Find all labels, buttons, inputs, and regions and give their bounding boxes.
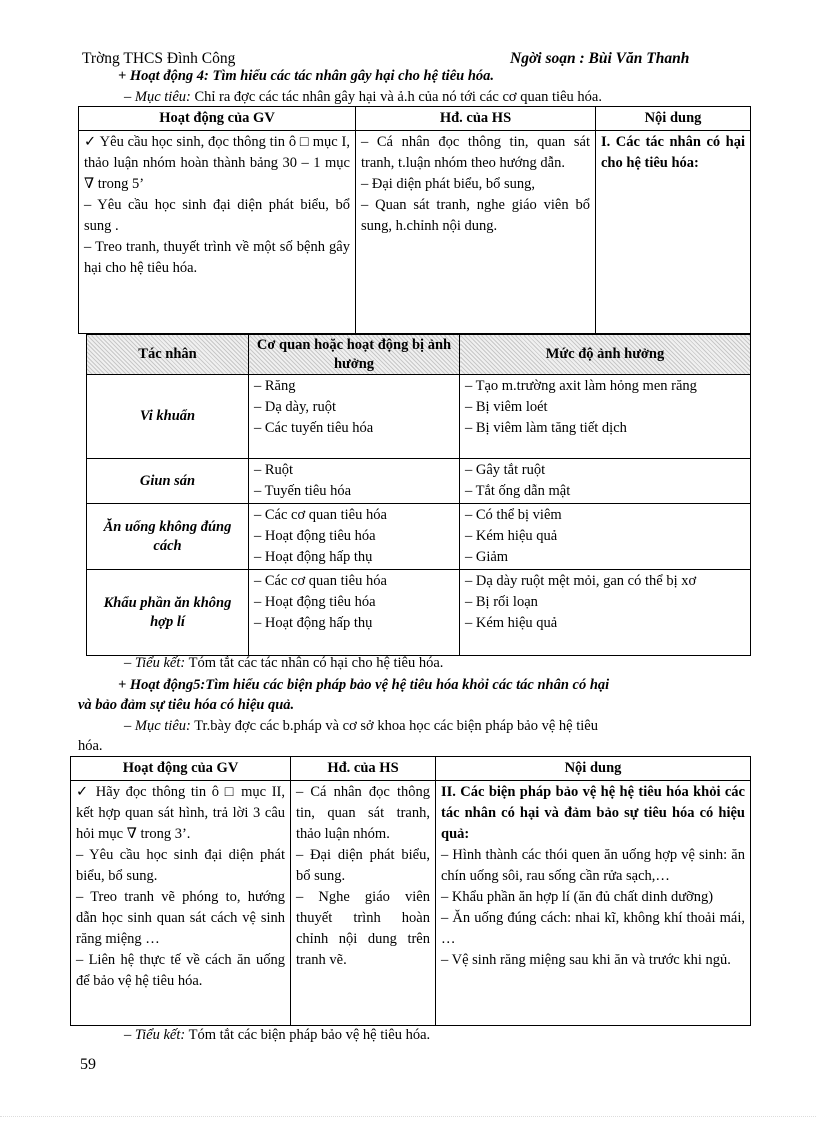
content-heading: I. Các tác nhân có hại cho hệ tiêu hóa: (596, 131, 751, 334)
activity5-table (70, 756, 751, 1026)
agent-effects: – Tạo m.trường axit làm hỏng men răng – Bị viêm loét – Bị viêm làm tăng tiết dịch (460, 375, 751, 459)
col-header-hs: Hđ. của HS (291, 757, 436, 781)
agents-table (86, 334, 751, 656)
school-name: Trờng THCS Đình Công (82, 50, 236, 67)
agents-header-organ: Cơ quan hoặc hoạt động bị ảnh hưởng (249, 335, 460, 375)
agent-organs: – Ruột – Tuyến tiêu hóa (249, 459, 460, 504)
agent-row (87, 504, 751, 570)
agent-name: Vi khuẩn (87, 375, 249, 459)
agent-effects: – Gây tắt ruột – Tắt ống dẫn mật (460, 459, 751, 504)
activity5-title-2: và bảo đảm sự tiêu hóa có hiệu quả. (78, 697, 295, 713)
activity5-goal-cont: hóa. (78, 738, 103, 754)
agent-effects: – Có thể bị viêm – Kém hiệu quả – Giảm (460, 504, 751, 570)
hs-activities: – Cá nhân đọc thông tin, quan sát tranh, t.luận nhóm theo hướng dẫn. – Đại diện phát biểu, bổ sung, – Quan sát tranh, nghe giáo viên bổ sung, h.chỉnh nội dung. (356, 131, 596, 334)
hs-activities: – Cá nhân đọc thông tin, quan sát tranh, thảo luận nhóm. – Đại diện phát biểu, bổ sung. – Nghe giáo viên thuyết trình hoàn chỉnh nội dung trên tranh vẽ. (291, 781, 436, 1026)
agent-organs: – Răng – Dạ dày, ruột – Các tuyến tiêu hóa (249, 375, 460, 459)
activity4-title: + Hoạt động 4: Tìm hiểu các tác nhân gây hại cho hệ tiêu hóa. (118, 68, 495, 84)
activity5-goal: – Mục tiêu: Tr.bày đợc các b.pháp và cơ sở khoa học các biện pháp bảo vệ hệ tiêu (124, 718, 598, 734)
col-header-gv: Hoạt động của GV (71, 757, 291, 781)
activity5-summary: – Tiểu kết: Tóm tắt các biện pháp bảo vệ hệ tiêu hóa. (124, 1027, 431, 1043)
agent-row (87, 570, 751, 656)
col-header-hs: Hđ. của HS (356, 107, 596, 131)
agents-header-agent: Tác nhân (87, 335, 249, 375)
agent-organs: – Các cơ quan tiêu hóa – Hoạt động tiêu hóa – Hoạt động hấp thụ (249, 504, 460, 570)
agents-header-effect: Mức độ ảnh hưởng (460, 335, 751, 375)
gv-activities: ✓ Hãy đọc thông tin ô □ mục II, kết hợp quan sát hình, trả lời 3 câu hỏi mục ∇ trong 3’. – Yêu cầu học sinh đại diện phát biểu, bổ sung. – Treo tranh vẽ phóng to, hướng dẫn học sinh quan sát cách vệ sinh răng miệng … – Liên hệ thực tế về cách ăn uống để bảo vệ hệ tiêu hóa. (71, 781, 291, 1026)
agent-name: Khẩu phần ăn không hợp lí (87, 570, 249, 656)
gv-activities: ✓ Yêu cầu học sinh, đọc thông tin ô □ mục I, thảo luận nhóm hoàn thành bảng 30 – 1 mục ∇ trong 5’ – Yêu cầu học sinh đại diện phát biểu, bổ sung . – Treo tranh, thuyết trình về một số bệnh gây hại cho hệ tiêu hóa. (79, 131, 356, 334)
activity4-goal: – Mục tiêu: Chỉ ra đợc các tác nhân gây hại và ả.h của nó tới các cơ quan tiêu hóa. (124, 89, 602, 105)
page-number: 59 (80, 1056, 96, 1073)
activity5-title-1: + Hoạt động5:Tìm hiểu các biện pháp bảo vệ hệ tiêu hóa khỏi các tác nhân có hại (118, 677, 610, 693)
author-name: Ngời soạn : Bùi Văn Thanh (510, 50, 690, 67)
protection-measures: II. Các biện pháp bảo vệ hệ hệ tiêu hóa khỏi các tác nhân có hại và đảm bảo sự tiêu hóa có hiệu quả: – Hình thành các thói quen ăn uống hợp vệ sinh: ăn chín uống sôi, rau sống cần rửa sạch,… – Khẩu phần ăn hợp lí (ăn đủ chất dinh dưỡng) – Ăn uống đúng cách: nhai kĩ, không khí thoải mái, … – Vệ sinh răng miệng sau khi ăn và trước khi ngủ. (436, 781, 751, 1026)
col-header-content: Nội dung (596, 107, 751, 131)
agent-name: Ăn uống không đúng cách (87, 504, 249, 570)
col-header-gv: Hoạt động của GV (79, 107, 356, 131)
agent-organs: – Các cơ quan tiêu hóa – Hoạt động tiêu hóa – Hoạt động hấp thụ (249, 570, 460, 656)
activity4-table (78, 106, 751, 334)
col-header-content: Nội dung (436, 757, 751, 781)
agent-name: Giun sán (87, 459, 249, 504)
footer-divider (0, 1116, 816, 1117)
agent-row (87, 375, 751, 459)
agent-effects: – Dạ dày ruột mệt mỏi, gan có thể bị xơ – Bị rối loạn – Kém hiệu quả (460, 570, 751, 656)
agent-row (87, 459, 751, 504)
activity4-summary: – Tiểu kết: Tóm tắt các tác nhân có hại cho hệ tiêu hóa. (124, 655, 444, 671)
